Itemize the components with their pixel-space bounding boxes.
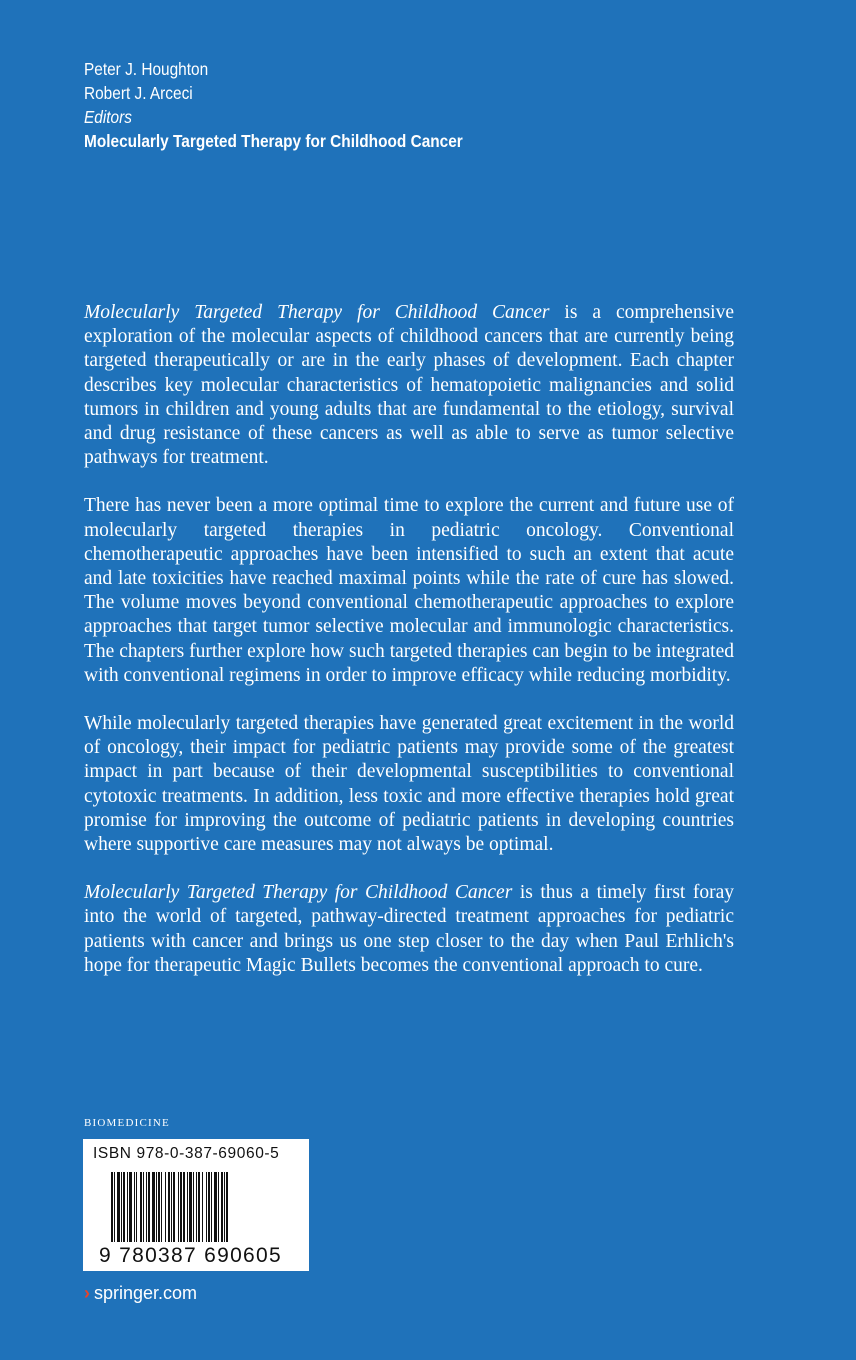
publisher-link[interactable] <box>84 1283 197 1304</box>
blurb-paragraph-2 <box>84 494 734 688</box>
editor-name-1: Peter J. Houghton <box>84 59 209 79</box>
blurb-paragraph-3-text: While molecularly targeted therapies have generated great excitement in the world of oncology, their impact for pediatric patients may provide some of the greatest impact in part because of their developmental susceptibilities to conventional cytotoxic treatments. In addition, less toxic and more effective therapies hold great promise for improving the outcome of pediatric patients in developing countries where supportive care measures may not always be optimal. <box>84 713 734 856</box>
editor-block <box>84 57 463 153</box>
blurb-paragraph-1 <box>84 301 734 470</box>
blurb-paragraph-3 <box>84 712 734 857</box>
editor-name-2: Robert J. Arceci <box>84 83 193 103</box>
blurb-book-title-1: Molecularly Targeted Therapy for Childhood Cancer <box>84 302 550 323</box>
barcode-digits: 9 780387 690605 <box>99 1244 282 1267</box>
isbn-barcode <box>83 1139 309 1271</box>
blurb-paragraph-2-text: There has never been a more optimal time to explore the current and future use of molecularly targeted therapies in pediatric oncology. Conventional chemotherapeutic approaches have been intensified to such an extent that acute and late toxicities have reached maximal points while the rate of cure has slowed. The volume moves beyond conventional chemotherapeutic approaches to explore approaches that target tumor selective molecular and immunologic characteristics. The chapters further explore how such targeted therapies can begin to be integrated with conventional regimens in order to improve efficacy while reducing morbidity. <box>84 495 734 686</box>
blurb-paragraph-4-text: is thus a timely first foray into the world of targeted, pathway-directed treatment approaches for pediatric patients with cancer and brings us one step closer to the day when Paul Erhlich's hope for therapeutic Magic Bullets becomes the conventional approach to cure. <box>84 882 734 976</box>
book-title: Molecularly Targeted Therapy for Childhood Cancer <box>84 131 463 151</box>
blurb-paragraph-4 <box>84 881 734 978</box>
blurb-text <box>84 301 734 1002</box>
chevron-right-icon: › <box>84 1283 90 1303</box>
isbn-label: ISBN 978-0-387-69060-5 <box>93 1145 280 1162</box>
blurb-book-title-2: Molecularly Targeted Therapy for Childhood Cancer <box>84 882 513 904</box>
blurb-paragraph-1-text: is a comprehensive exploration of the molecular aspects of childhood cancers that are currently being targeted therapeutically or are in the early phases of development. Each chapter describes key molecular characteristics of hematopoietic malignancies and solid tumors in children and young adults that are fundamental to the etiology, survival and drug resistance of these cancers as well as able to serve as tumor selective pathways for treatment. <box>84 302 734 469</box>
publisher-website: springer.com <box>94 1283 198 1303</box>
editors-role-label: Editors <box>84 107 132 127</box>
subject-category: BIOMEDICINE <box>84 1117 170 1129</box>
